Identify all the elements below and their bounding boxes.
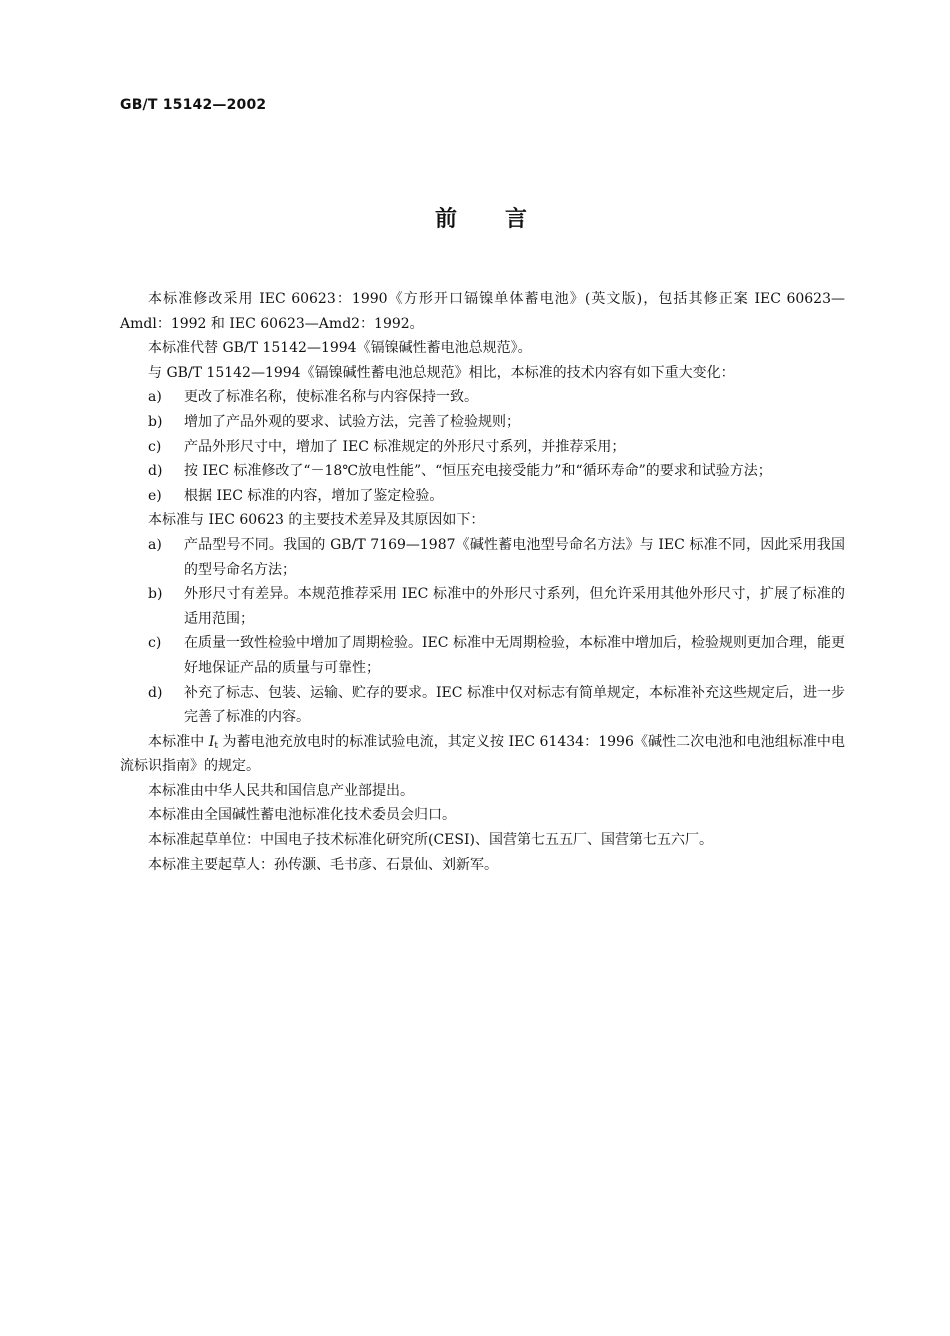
standard-code: GB/T 15142—2002 — [120, 97, 267, 113]
changes-list — [120, 385, 845, 508]
list-item — [120, 459, 845, 484]
foreword-body — [120, 287, 845, 877]
list-item — [120, 533, 845, 582]
current-def-prefix: 本标准中 — [148, 733, 209, 750]
list-marker: c) — [148, 438, 162, 455]
list-text: 补充了标志、包装、运输、贮存的要求。IEC 标准中仅对标志有简单规定，本标准补充这些规定后，进一步完善了标准的内容。 — [184, 684, 845, 726]
list-text: 更改了标准名称，使标准名称与内容保持一致。 — [184, 389, 478, 406]
current-symbol-subscript: t — [214, 740, 218, 751]
paragraph-drafting-units: 本标准起草单位：中国电子技术标准化研究所(CESI)、国营第七五五厂、国营第七五六厂。 — [148, 832, 713, 849]
paragraph-centralized-by: 本标准由全国碱性蓄电池标准化技术委员会归口。 — [148, 807, 456, 824]
list-text: 产品型号不同。我国的 GB/T 7169—1987《碱性蓄电池型号命名方法》与 IEC 标准不同，因此采用我国的型号命名方法； — [184, 536, 845, 578]
list-marker: d) — [148, 684, 163, 701]
list-marker: d) — [148, 463, 163, 480]
current-def-text: 为蓄电池充放电时的标准试验电流，其定义按 IEC 61434：1996《碱性二次电池和电池组标准中电流标识指南》的规定。 — [120, 733, 846, 775]
paragraph-drafters: 本标准主要起草人：孙传灏、毛书彦、石景仙、刘新军。 — [148, 856, 498, 873]
paragraph-proposed-by: 本标准由中华人民共和国信息产业部提出。 — [148, 782, 414, 799]
list-marker: c) — [148, 635, 162, 652]
differences-list — [120, 533, 845, 730]
list-item — [120, 484, 845, 509]
paragraph-differences-intro: 本标准与 IEC 60623 的主要技术差异及其原因如下： — [148, 512, 485, 529]
list-text: 根据 IEC 标准的内容，增加了鉴定检验。 — [184, 487, 444, 504]
list-item — [120, 435, 845, 460]
paragraph-replaces: 本标准代替 GB/T 15142—1994《镉镍碱性蓄电池总规范》。 — [148, 340, 532, 357]
list-marker: b) — [148, 413, 163, 430]
page-title: 前言 — [434, 207, 575, 232]
list-text: 增加了产品外观的要求、试验方法，完善了检验规则； — [184, 413, 520, 430]
list-marker: a) — [148, 389, 162, 406]
list-marker: a) — [148, 536, 162, 553]
list-item — [120, 385, 845, 410]
paragraph-current-definition — [120, 730, 845, 779]
list-text: 按 IEC 标准修改了“－18℃放电性能”、“恒压充电接受能力”和“循环寿命”的要求和试验方法； — [184, 463, 772, 480]
list-text: 在质量一致性检验中增加了周期检验。IEC 标准中无周期检验，本标准中增加后，检验规则更加合理，能更好地保证产品的质量与可靠性； — [184, 635, 845, 676]
list-marker: b) — [148, 586, 163, 603]
list-item — [120, 410, 845, 435]
paragraph-adoption: 本标准修改采用 IEC 60623：1990《方形开口镉镍单体蓄电池》(英文版)，包括其修正案 IEC 60623—Amdl：1992 和 IEC 60623—Amd2：1992。 — [120, 291, 845, 332]
list-item — [120, 681, 845, 730]
list-text: 外形尺寸有差异。本规范推荐采用 IEC 标准中的外形尺寸系列，但允许采用其他外形尺寸，扩展了标准的适用范围； — [184, 586, 845, 627]
list-item — [120, 631, 845, 680]
list-text: 产品外形尺寸中，增加了 IEC 标准规定的外形尺寸系列，并推荐采用； — [184, 438, 626, 455]
list-marker: e) — [148, 487, 162, 504]
list-item — [120, 582, 845, 631]
current-symbol: I — [208, 733, 215, 750]
paragraph-changes-intro: 与 GB/T 15142—1994《镉镍碱性蓄电池总规范》相比，本标准的技术内容有如下重大变化： — [148, 364, 735, 381]
